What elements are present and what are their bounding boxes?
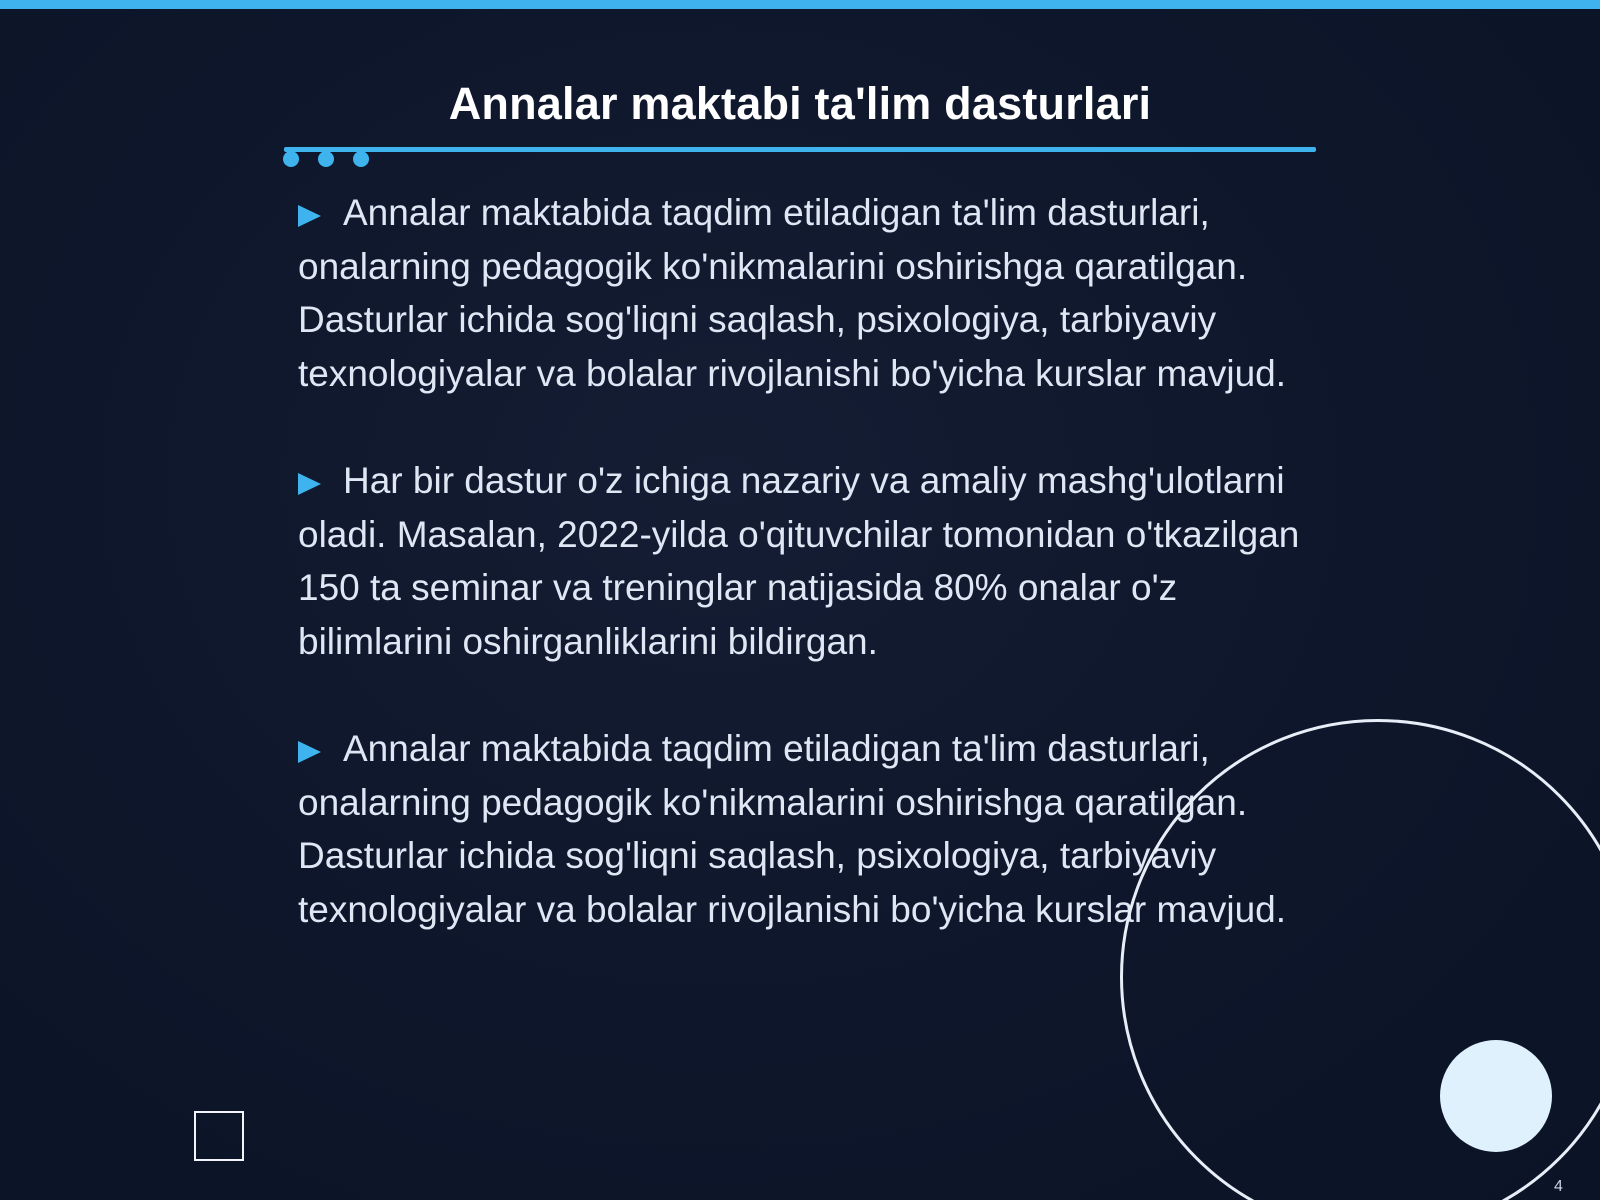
triangle-bullet-icon — [298, 205, 321, 227]
decorative-dot-3 — [353, 151, 369, 167]
triangle-bullet-icon — [298, 473, 321, 495]
page-number: 4 — [1554, 1178, 1563, 1195]
decorative-square-outline — [194, 1111, 244, 1161]
bullet-paragraph-2 — [298, 454, 1308, 668]
title-underline — [284, 147, 1316, 152]
triangle-bullet-icon — [298, 741, 321, 763]
bullet-list — [298, 186, 1308, 990]
bullet-paragraph-3 — [298, 722, 1308, 936]
bullet-text-1: Annalar maktabida taqdim etiladigan ta'lim dasturlari, onalarning pedagogik ko'nikmalarini oshirishga qaratilgan. Dasturlar ichida sog'liqni saqlash, psixologiya, tarbiyaviy texnologiyalar va bolalar rivojlanishi bo'yicha kurslar mavjud. — [298, 192, 1287, 394]
bullet-text-2: Har bir dastur o'z ichiga nazariy va amaliy mashg'ulotlarni oladi. Masalan, 2022-yilda o'qituvchilar tomonidan o'tkazilgan 150 ta seminar va treninglar natijasida 80% onalar o'z bilimlarini oshirganliklarini bildirgan. — [298, 460, 1300, 662]
decorative-dot-1 — [283, 151, 299, 167]
bullet-paragraph-1 — [298, 186, 1308, 400]
bullet-text-3: Annalar maktabida taqdim etiladigan ta'lim dasturlari, onalarning pedagogik ko'nikmalarini oshirishga qaratilgan. Dasturlar ichida sog'liqni saqlash, psixologiya, tarbiyaviy texnologiyalar va bolalar rivojlanishi bo'yicha kurslar mavjud. — [298, 728, 1287, 930]
slide-title: Annalar maktabi ta'lim dasturlari — [448, 78, 1152, 129]
top-accent-bar — [0, 0, 1600, 9]
decorative-filled-circle — [1440, 1040, 1552, 1152]
decorative-dot-2 — [318, 151, 334, 167]
